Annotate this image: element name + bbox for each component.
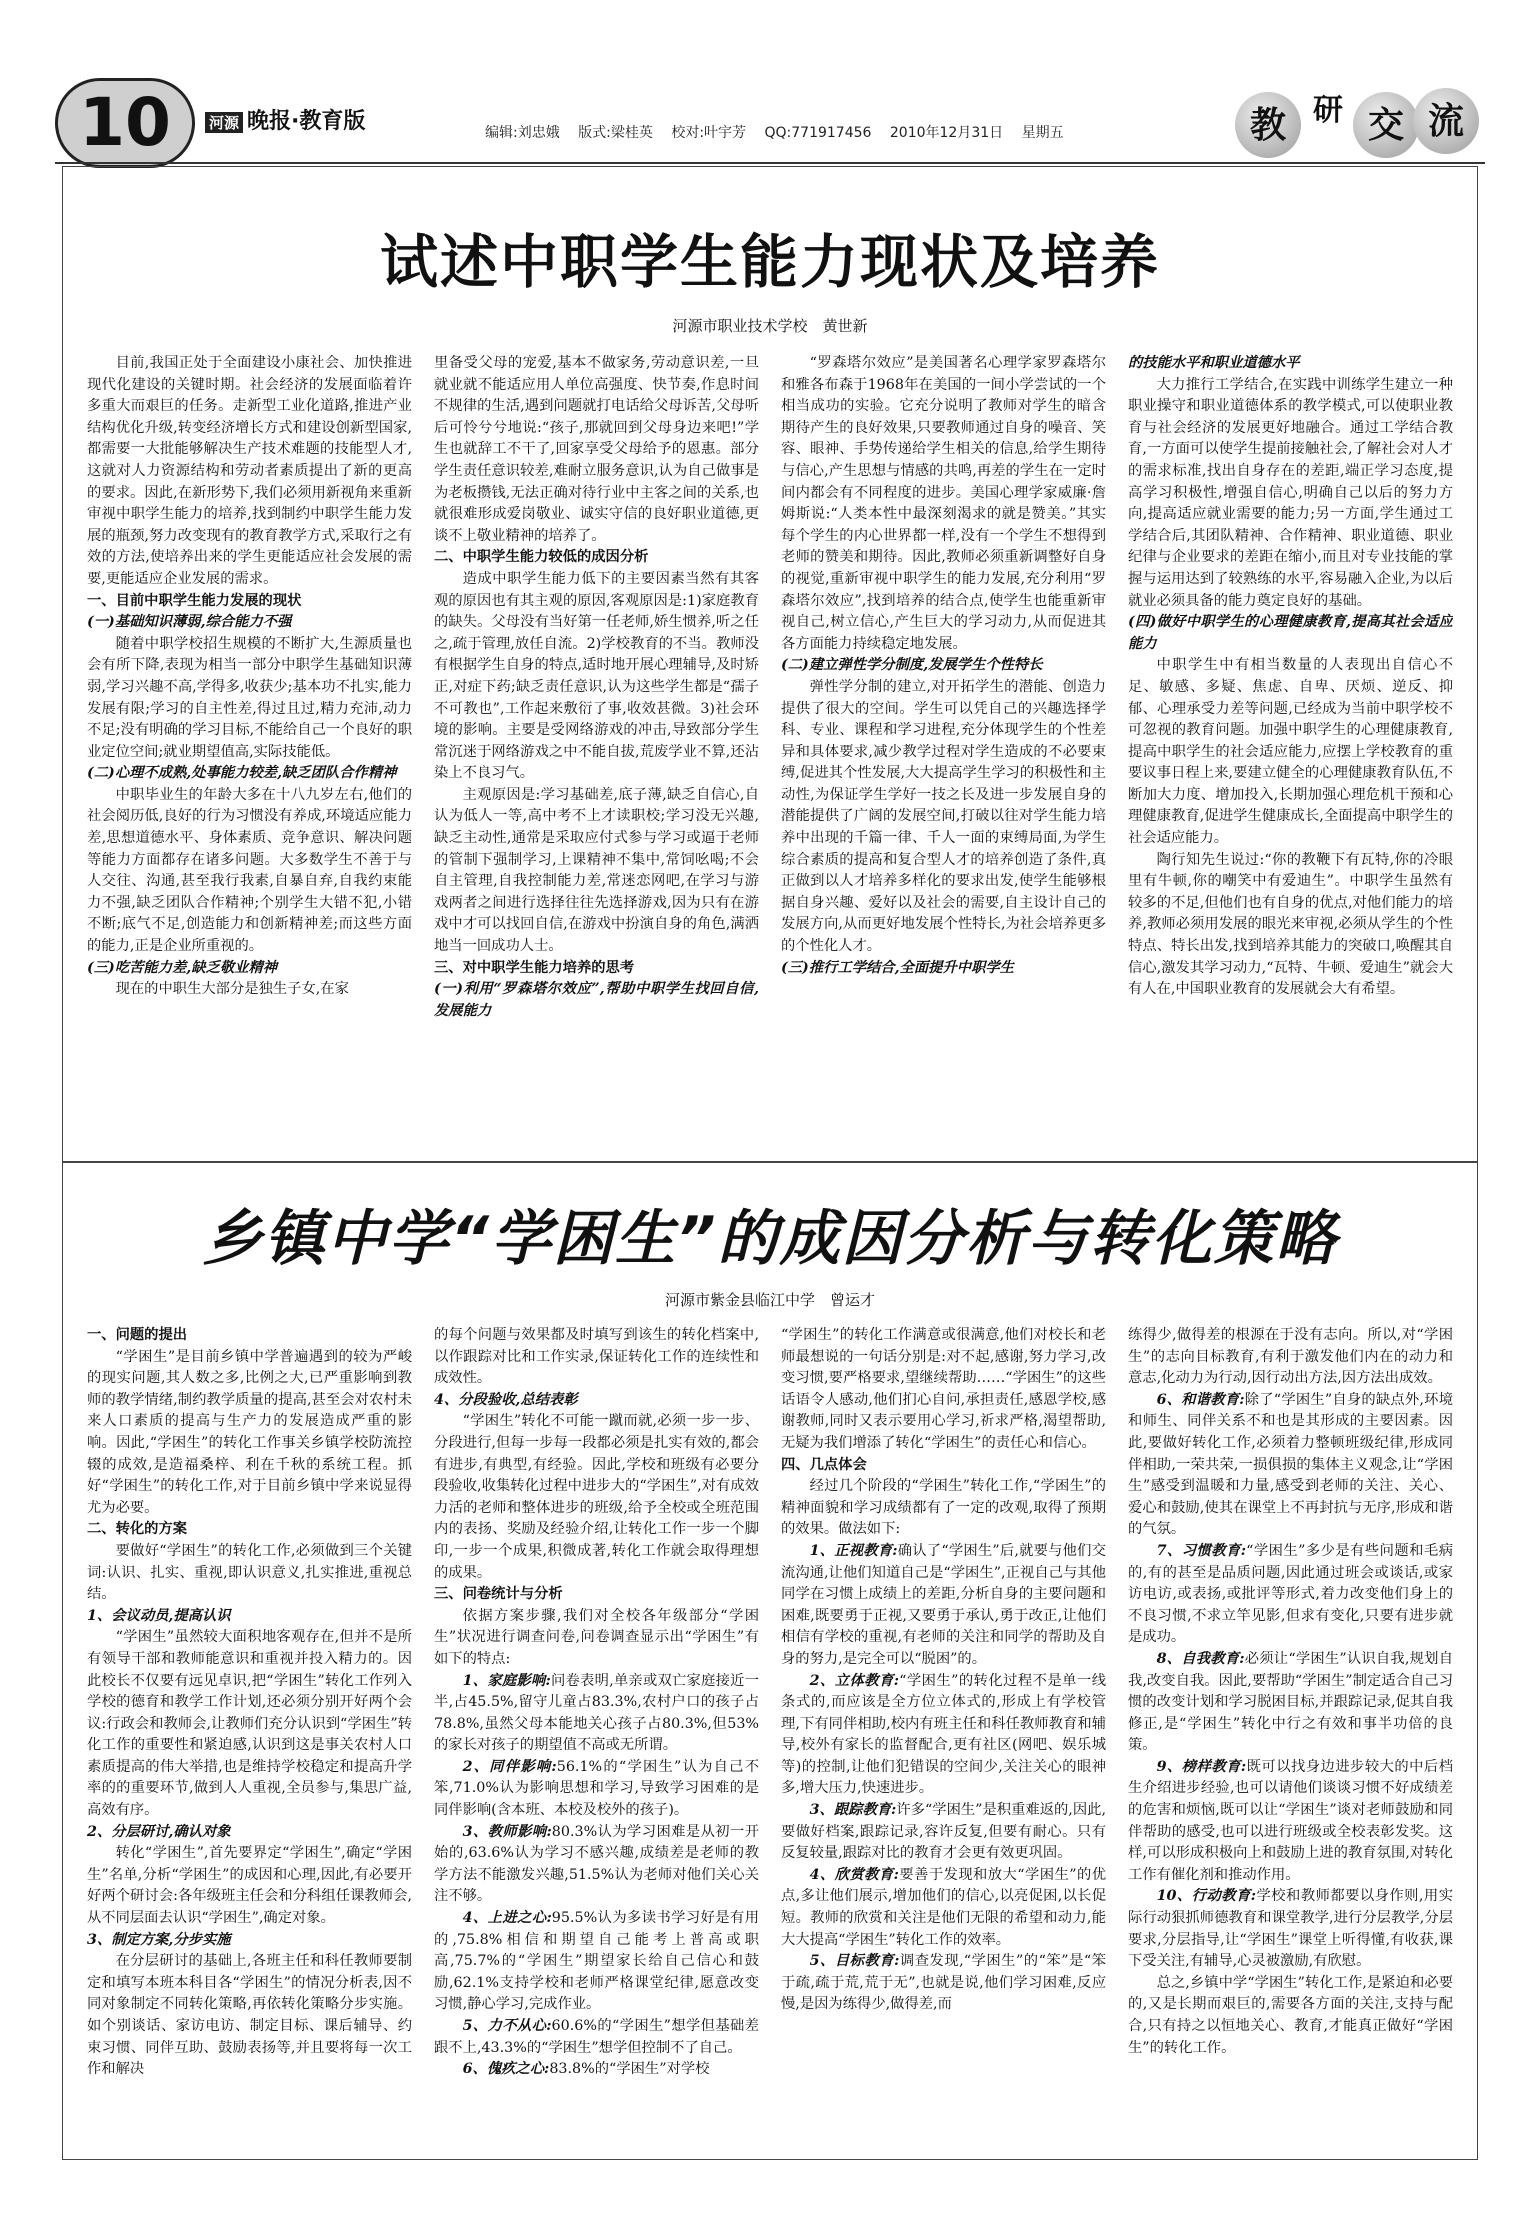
paragraph xyxy=(1128,1390,1453,1541)
paragraph-text: 四、几点体会 xyxy=(781,1456,867,1473)
paragraph xyxy=(434,1908,759,2016)
paragraph xyxy=(781,1476,1106,1541)
paragraph xyxy=(87,1843,412,1929)
paragraph xyxy=(781,353,1106,655)
run-in-heading: 3、跟踪教育: xyxy=(809,1802,897,1819)
paragraph-text: 要做好“学困生”的转化工作,必须做到三个关键词:认识、扎实、重视,即认识意义,扎实推进,重视总结。 xyxy=(87,1542,412,1603)
run-in-heading: 2、立体教育: xyxy=(809,1672,900,1689)
run-in-heading: 5、力不从心: xyxy=(462,2018,552,2034)
paragraph-text: 的技能水平和职业道德水平 xyxy=(1128,355,1300,371)
issue-date: 2010年12月31日 xyxy=(889,125,1004,141)
run-in-heading: 2、同伴影响: xyxy=(462,1758,557,1775)
paragraph-text: 问卷表明,单亲或双亡家庭接近一半,占45.5%,留守儿童占83.3%,农村户口的孩子占78.8%,虽然父母本能地关心孩子占80.3%,但53%的家长对孩子的期望值不高或无所谓。 xyxy=(434,1672,759,1754)
article-2-column xyxy=(434,1325,759,2135)
paragraph-text: 中职学生中有相当数量的人表现出自信心不足、敏感、多疑、焦虑、自卑、厌烦、逆反、抑郁、心理承受力差等问题,已经成为当前中职学校不可忽视的教育问题。加强中职学生的心理健康教育,提高中职学生的社会适应能力,应摆上学校教育的重要议事日程上来,要建立健全的心理健康教育队伍,不断加大力度、增加投入,长期加强心理危机干预和心理健康教育,促进学生健康成长,全面提高中职学生的社会适应能力。 xyxy=(1128,657,1453,847)
paragraph-text: “罗森塔尔效应”是美国著名心理学家罗森塔尔和雅各布森于1968年在美国的一间小学尝试的一个相当成功的实验。它充分说明了教师对学生的暗含期待产生的良好效果,只要教师通过自身的噪音、笑容、眼神、手势传递给学生相关的信息,给学生期待与信心,产生思想与情感的共鸣,再差的学生在一定时间内都会有不同程度的进步。美国心理学家威廉·詹姆斯说:“人类本性中最深刻渴求的就是赞美。”其实每个学生的内心世界都一样,没有一个学生不想得到老师的赞美和期待。因此,教师必须重新调整好自身的视觉,重新审视中职学生的能力发展,充分利用“罗森塔尔效应”,找到培养的结合点,使学生也能重新审视自己,树立信心,产生巨大的学习动力,从而促进其各方面能力持续稳定地发展。 xyxy=(781,355,1106,652)
paragraph xyxy=(781,1800,1106,1865)
subheading xyxy=(781,958,1106,980)
paragraph-text: 80.3%认为学习困难是从初一开始的,63.6%认为学习不感兴趣,成绩差是老师的教学方法不能激发兴趣,51.5%认为老师对他们关心关注不够。 xyxy=(434,1823,759,1905)
paragraph-text: 主观原因是:学习基础差,底子薄,缺乏自信心,自认为低人一等,高中考不上才读职校;学习没无兴趣,缺乏主动性,通常是采取应付式参与学习或逼于老师的管制下强制学习,上课精神不集中,常饲吆喝;不会自主管理,自我控制能力差,常迷恋网吧,在学习与游戏两者之间进行选择往往先选择游戏,因为只有在游戏中才可以找回自信,在游戏中扮演自身的角色,满洒地当一回成功人士。 xyxy=(434,786,759,955)
subheading xyxy=(1128,612,1453,655)
paragraph xyxy=(1128,1757,1453,1887)
article-2-column xyxy=(781,1325,1106,2135)
paragraph-text: “学困生”转化不可能一蹴而就,必须一步一步、分段进行,但每一步每一段都必须是扎实有效的,都会有进步,有典型,有经验。因此,学校和班级有必要分段验收,收集转化过程中进步大的“学困生”,对有成效力活的老师和整体进步的班级,给予全校或全班范围内的表扬、奖励及经验介绍,让转化工作一步一个脚印,一步一个成果,积微成著,转化工作就会取得理想的成果。 xyxy=(434,1413,759,1581)
paragraph-text: 1、会议动员,提高认识 xyxy=(87,1607,231,1624)
paragraph xyxy=(781,1541,1106,1671)
subheading xyxy=(87,612,412,634)
paragraph-text: 二、转化的方案 xyxy=(87,1521,188,1538)
paragraph xyxy=(781,1951,1106,2016)
paragraph-text: 转化“学困生”,首先要界定“学困生”,确定“学困生”名单,分析“学困生”的成因和心理,因此,有必要开好两个研讨会:各年级班主任会和分科组任课教师会,从不同层面去认识“学困生”,确定对象。 xyxy=(87,1845,412,1927)
paragraph-text: 确认了“学困生”后,就要与他们交流沟通,让他们知道自己是“学困生”,正视自己与其他同学在习惯上成绩上的差距,分析自身的主要问题和困难,既要勇于正视,又要勇于承认,勇于改正,让他们相信有学校的重视,有老师的关注和同学的帮助及自身的努力,是完全可以“脱困”的。 xyxy=(781,1542,1106,1667)
paragraph-text: 3、制定方案,分步实施 xyxy=(87,1931,231,1948)
article-1-body xyxy=(87,353,1453,1133)
run-in-heading: 4、欣赏教育: xyxy=(809,1866,899,1883)
paragraph xyxy=(87,785,412,958)
editor-info xyxy=(485,122,1078,142)
paragraph-text: 陶行知先生说过:“你的教鞭下有瓦特,你的冷眼里有牛顿,你的嘲笑中有爱迪生”。中职学生虽然有较多的不足,但他们也有自身的优点,对他们能力的培养,教师必须用发展的眼光来审视,必须从学生的个性特点、特长出发,找到培养其能力的突破口,唤醒其自信心,激发其学习动力,“瓦特、牛顿、爱迪生”就会大有人在,中国职业教育的发展就会大有希望。 xyxy=(1128,851,1453,998)
paragraph-text: 95.5%认为多读书学习好是有用的,75.8%相信和期望自己能考上普高或职高,75.7%的“学困生”期望家长给自己信心和鼓励,62.1%支持学校和老师严格课堂纪律,愿意改变习惯,静心学习,完成作业。 xyxy=(434,1910,759,2013)
run-in-heading: 5、目标教育: xyxy=(809,1953,900,1970)
paragraph-text: “学困生”多少是有些问题和毛病的,有的甚至是品质问题,因此通过班会或谈话,或家访电访,或表扬,或批评等形式,着力改变他们身上的不良习惯,不求立竿见影,但求有变化,只要有进步就是成功。 xyxy=(1128,1542,1453,1646)
paragraph xyxy=(1128,1886,1453,1972)
subheading xyxy=(1128,353,1453,375)
paragraph-text: 一、问题的提出 xyxy=(87,1327,188,1343)
section-char-1: 教 xyxy=(1235,92,1301,158)
paragraph xyxy=(781,1865,1106,1951)
run-in-heading: 10、行动教育: xyxy=(1156,1888,1257,1905)
paragraph-text: 练得少,做得差的根源在于没有志向。所以,对“学困生”的志向目标教育,有利于激发他们内在的动力和意志,化动力为行动,因行动出方法,因方法出成效。 xyxy=(1128,1327,1453,1387)
paragraph-text: 4、分段验收,总结表彰 xyxy=(434,1391,578,1408)
paragraph xyxy=(1128,1541,1453,1649)
run-in-heading: 3、教师影响: xyxy=(462,1823,552,1840)
paragraph-text: 二、中职学生能力较低的成因分析 xyxy=(434,549,649,566)
paragraph-text: 许多“学困生”是积重难返的,因此,要做好档案,跟踪记录,容许反复,但要有耐心。只有反复较量,跟踪对比的教育才会更有效更巩固。 xyxy=(781,1802,1106,1862)
subheading xyxy=(434,1390,759,1412)
paragraph xyxy=(1128,1973,1453,2059)
article-2 xyxy=(62,1162,1478,2160)
paragraph xyxy=(434,569,759,785)
paragraph-text: 目前,我国正处于全面建设小康社会、加快推进现代化建设的关键时期。社会经济的发展面临着许多重大而艰巨的任务。走新型工业化道路,推进产业结构优化升级,转变经济增长方式和建设创新型国家,都需要一大批能够解决生产技术难题的技能型人才,这就对人力资源结构和劳动者素质提出了新的更高的要求。因此,在新形势下,我们必须用新视角来重新审视中职学生能力的培养,找到制约中职学生能力发展的瓶颈,努力改变现有的教育教学方式,采取行之有效的方法,使培养出来的学生更能适应社会发展的需要,更能适应企业发展的需求。 xyxy=(87,355,412,587)
paragraph-text: 60.6%的“学困生”想学但基础差跟不上,43.3%的“学困生”想学但控制不了自己。 xyxy=(434,2018,759,2056)
paragraph-text: 必须让“学困生”认识自我,规划自我,改变自我。因此,要帮助“学困生”制定适合自己习惯的改变计划和学习脱困目标,并跟踪记录,促其自我修正,是“学困生”转化中行之有效和事半功倍的良策。 xyxy=(1128,1650,1453,1754)
paragraph-text: 学校和教师都要以身作则,用实际行动狠抓师德教育和课堂教学,进行分层教学,分层要求,分层指导,让“学困生”课堂上听得懂,有收获,课下受关注,有辅导,心灵被激励,有欣慰。 xyxy=(1128,1888,1453,1970)
article-1-byline: 河源市职业技术学校 黄世新 xyxy=(672,317,868,335)
editor: 编辑:刘忠娥 xyxy=(485,125,560,141)
paragraph-text: 弹性学分制的建立,对开拓学生的潜能、创造力提供了很大的空间。学生可以凭自己的兴趣选择学科、专业、课程和学习进程,充分体现学生的个性差异和具体要求,减少教学过程对学生造成的不必要束缚,促进其个性发展,大大提高学生学习的积极性和主动性,为保证学生学好一技之长及进一步发展自身的潜能提供了广阔的发展空间,打破以往对学生能力培养中出现的千篇一律、千人一面的束缚局面,为学生综合素质的提高和复合型人才的培养创造了条件,真正做到以人才培养多样化的要求出发,使学生能够根据自身兴趣、爱好以及社会的需要,自主设计自己的发展方向,从而更好地发展个性特长,为社会培养更多的个性化人才。 xyxy=(781,678,1106,955)
section-heading xyxy=(87,1325,412,1347)
paragraph-text: 在分层研讨的基础上,各班主任和科任教师要制定和填写本班本科目各“学困生”的情况分析表,因不同对象制定不同转化策略,再依转化策略分步实施。如个别谈话、家访电访、制定目标、课后辅导、约束习惯、同伴互助、鼓励表扬等,并且要将每一次工作和解决 xyxy=(87,1953,412,2078)
section-title xyxy=(1235,78,1485,168)
paragraph xyxy=(434,2016,759,2059)
paragraph-text: 中职毕业生的年龄大多在十八九岁左右,他们的社会阅历低,良好的行为习惯没有养成,环境适应能力差,思想道德水平、身体素质、竞争意识、解决问题等能力方面都存在诸多问题。大多数学生不善于与人交往、沟通,甚至我行我素,自暴自弃,自我约束能力不强,缺乏团队合作精神;个别学生大错不犯,小错不断;底气不足,创造能力和创新精神差;而这些方面的能力,正是企业所重视的。 xyxy=(87,786,412,955)
layout-editor: 版式:梁桂英 xyxy=(578,125,653,141)
paragraph xyxy=(87,353,412,591)
section-heading xyxy=(87,591,412,613)
paragraph xyxy=(87,1541,412,1606)
masthead xyxy=(55,78,1485,168)
paragraph xyxy=(1128,850,1453,1001)
paragraph xyxy=(434,353,759,547)
paragraph-text: 三、问卷统计与分析 xyxy=(434,1586,563,1603)
run-in-heading: 1、家庭影响: xyxy=(462,1672,551,1689)
paragraph xyxy=(1128,1325,1453,1390)
paper-logo xyxy=(205,104,365,135)
paragraph-text: (三)推行工学结合,全面提升中职学生 xyxy=(781,959,1014,976)
section-heading xyxy=(434,958,759,980)
section-heading xyxy=(434,1584,759,1606)
article-2-byline: 河源市紫金县临江中学 曾运才 xyxy=(664,1291,875,1309)
article-2-title: 乡镇中学“学困生”的成因分析与转化策略 xyxy=(202,1204,1338,1274)
article-1-column xyxy=(87,353,412,1133)
paragraph-text: 83.8%的“学困生”对学校 xyxy=(549,2061,710,2078)
paragraph xyxy=(434,1606,759,1671)
paragraph-text: 要善于发现和放大“学困生”的优点,多让他们展示,增加他们的信心,以亮促困,以长促短。教师的欣赏和关注是他们无限的希望和动力,能大大提高“学困生”转化工作的效率。 xyxy=(781,1866,1106,1948)
paragraph-text: 一、目前中职学生能力发展的现状 xyxy=(87,592,302,609)
page-number: 10 xyxy=(55,78,195,168)
paragraph-text: 调查发现,“学困生”的“笨”是“笨于疏,疏于荒,荒于无”,也就是说,他们学习困难,反应慢,是因为练得少,做得差,而 xyxy=(781,1953,1106,2013)
paragraph xyxy=(434,2059,759,2081)
paper-badge: 河源 xyxy=(205,112,243,133)
article-1-column xyxy=(781,353,1106,1133)
paragraph-text: 造成中职学生能力低下的主要因素当然有其客观的原因也有其主观的原因,客观原因是:1)家庭教育的缺失。父母没有当好第一任老师,娇生惯养,听之任之,疏于管理,放任自流。2)学校教育的不当。教师没有根据学生自身的特点,适时地开展心理辅导,及时矫正,对症下药;缺乏责任意识,认为这些学生都是“孺子不可教也”,工作起来敷衍了事,收效甚微。3)社会环境的影响。主要是受网络游戏的冲击,导致部分学生常沉迷于网络游戏之中不能自拔,荒废学业不算,还沾染上不良习气。 xyxy=(434,570,759,782)
paragraph xyxy=(87,1347,412,1520)
article-1-column xyxy=(1128,353,1453,1133)
article-1 xyxy=(62,166,1478,1162)
paragraph-text: 现在的中职生大部分是独生子女,在家 xyxy=(115,981,349,998)
paragraph xyxy=(1128,1649,1453,1757)
run-in-heading: 9、榜样教育: xyxy=(1156,1758,1247,1775)
paragraph xyxy=(434,1671,759,1757)
run-in-heading: 6、和谐教育: xyxy=(1156,1391,1245,1408)
paragraph-text: (二)建立弹性学分制度,发展学生个性特长 xyxy=(781,657,1043,674)
section-char-3: 交 xyxy=(1353,92,1419,158)
paragraph xyxy=(87,979,412,1001)
paragraph-text: (二)心理不成熟,处事能力较差,缺乏团队合作精神 xyxy=(87,765,397,782)
subheading xyxy=(87,1822,412,1844)
subheading xyxy=(781,655,1106,677)
paragraph-text: “学困生”虽然较大面积地客观存在,但并不是所有领导干部和教师能意识和重视并投入精力的。因此校长不仅要有远见卓识,把“学困生”转化工作列入学校的德育和教学工作计划,还必须分别开好两个会议:行政会和教师会,让教师们充分认识到“学困生”转化工作的重要性和紧迫感,认识到这是事关农村人口素质提高的伟大举措,也是维持学校稳定和提高升学率的的重要环节,做到人人重视,全员参与,集思广益,高效有序。 xyxy=(87,1629,412,1819)
paragraph-text: 里备受父母的宠爱,基本不做家务,劳动意识差,一旦就业就不能适应用人单位高强度、快节奏,作息时间不规律的生活,遇到问题就打电话给父母诉苦,父母听后可怜兮兮地说:“孩子,那就回到父母身边来吧!”学生也就辞工不干了,回家享受父母给予的恩惠。部分学生责任意识较差,难耐立服务意识,认为自己做事是为老板攒钱,无法正确对待行业中主客之间的关系,也就很难形成爱岗敬业、诚实守信的良好职业道德,更谈不上敬业精神的培养了。 xyxy=(434,355,759,544)
subheading xyxy=(87,763,412,785)
article-2-column xyxy=(1128,1325,1453,2135)
section-char-4: 流 xyxy=(1413,88,1479,154)
paragraph-text: 依据方案步骤,我们对全校各年级部分“学困生”状况进行调查问卷,问卷调查显示出“学困生”有如下的特点: xyxy=(434,1607,759,1667)
proofreader: 校对:叶宇芳 xyxy=(671,125,747,141)
qq-number: QQ:771917456 xyxy=(764,125,872,141)
paragraph xyxy=(434,1411,759,1584)
paragraph xyxy=(781,1671,1106,1801)
paragraph-text: (四)做好中职学生的心理健康教育,提高其社会适应能力 xyxy=(1128,614,1453,652)
subheading xyxy=(434,979,759,1022)
paragraph-text: 大力推行工学结合,在实践中训练学生建立一种职业操守和职业道德体系的教学模式,可以使职业教育与社会经济的发展更好地融合。通过工学结合教育,一方面可以使学生提前接触社会,了解社会对人才的需求标准,找出自身存在的差距,端正学习态度,提高学习积极性,增强自信心,明确自己以后的努力方向,提高适应就业需要的能力;另一方面,学生通过工学结合后,其团队精神、合作精神、职业道德、职业纪律与企业要求的差距在缩小,而且对专业技能的掌握与运用达到了较熟练的水平,容易融入企业,为以后就业必须具备的能力奠定良好的基础。 xyxy=(1128,376,1453,609)
paragraph-text: 经过几个阶段的“学困生”转化工作,“学困生”的精神面貌和学习成绩都有了一定的改观,取得了预期的效果。做法如下: xyxy=(781,1478,1106,1538)
paragraph-text: 除了“学困生”自身的缺点外,环境和师生、同伴关系不和也是其形成的主要因素。因此,要做好转化工作,必须着力整顿班级纪律,形成同伴相助,一荣共荣,一损俱损的集体主义观念,让“学困生”感受到温暖和力量,感受到老师的关注、关心、爱心和鼓励,使其在课堂上不再封抗与无序,形成和谐的气氛。 xyxy=(1128,1391,1453,1538)
paragraph xyxy=(781,1325,1106,1455)
paragraph xyxy=(87,634,412,764)
article-1-title: 试述中职学生能力现状及培养 xyxy=(379,228,1160,296)
paragraph-text: 既可以找身边进步较大的中后档生介绍进步经验,也可以请他们谈谈习惯不好成绩差的危害和烦恼,既可以让“学困生”谈对老师鼓励和同伴帮助的感受,也可以进行班级或全校表彰发奖。这样,可以形成积极向上和鼓励上进的教育氛围,对转化工作有催化剂和推动作用。 xyxy=(1128,1758,1453,1883)
paragraph-text: 2、分层研讨,确认对象 xyxy=(87,1823,231,1840)
section-heading xyxy=(87,1519,412,1541)
paragraph-text: 的每个问题与效果都及时填写到该生的转化档案中,以作跟踪对比和工作实录,保证转化工作的连续性和成效性。 xyxy=(434,1327,759,1387)
paragraph-text: “学困生”是目前乡镇中学普遍遇到的较为严峻的现实问题,其人数之多,比例之大,已严重影响到教师的教学情绪,制约教学质量的提高,甚至会对农村未来人口素质的提高与生产力的发展造成严重的影响。因此,“学困生”的转化工作事关乡镇学校防流控辍的成效,是造福桑梓、利在千秋的系统工程。抓好“学困生”的转化工作,对于目前乡镇中学来说显得尤为必要。 xyxy=(87,1348,412,1516)
paragraph-text: (三)吃苦能力差,缺乏敬业精神 xyxy=(87,959,278,976)
section-heading xyxy=(781,1455,1106,1477)
paragraph-text: 总之,乡镇中学“学困生”转化工作,是紧迫和必要的,又是长期而艰巨的,需要各方面的关注,支持与配合,只有持之以恒地关心、教育,才能真正做好“学困生”的转化工作。 xyxy=(1128,1974,1453,2056)
run-in-heading: 1、正视教育: xyxy=(809,1542,898,1559)
paragraph xyxy=(87,1951,412,2081)
paragraph-text: (一)基础知识薄弱,综合能力不强 xyxy=(87,614,292,631)
paper-name: 晚报·教育版 xyxy=(247,109,366,134)
paragraph xyxy=(1128,655,1453,849)
run-in-heading: 8、自我教育: xyxy=(1156,1650,1245,1667)
paragraph xyxy=(434,1757,759,1822)
paragraph-text: (一)利用“罗森塔尔效应”,帮助中职学生找回自信,发展能力 xyxy=(434,981,759,1019)
paragraph-text: 三、对中职学生能力培养的思考 xyxy=(434,959,635,976)
section-heading xyxy=(434,547,759,569)
run-in-heading: 6、傀疚之心: xyxy=(462,2061,550,2078)
paragraph xyxy=(781,677,1106,958)
article-2-body xyxy=(87,1325,1453,2135)
paragraph-text: “学困生”的转化工作满意或很满意,他们对校长和老师最想说的一句话分别是:对不起,感谢,努力学习,改变习惯,要严格要求,望继续帮助……“学困生”的这些话语令人感动,他们扪心自问,承担责任,感恩学校,感谢教师,同时又表示要用心学习,祈求严格,渴望帮助,无疑为我们增添了转化“学困生”的责任心和信心。 xyxy=(781,1327,1106,1451)
subheading xyxy=(87,958,412,980)
header-rule xyxy=(55,162,1485,164)
paragraph xyxy=(434,1822,759,1908)
paragraph xyxy=(1128,375,1453,613)
paragraph xyxy=(434,1325,759,1390)
paragraph-text: 随着中职学校招生规模的不断扩大,生源质量也会有所下降,表现为相当一部分中职学生基础知识薄弱,学习兴趣不高,学得多,收获少;基本功不扎实,能力发展有限;学习的自主性差,得过且过,精力充沛,动力不足;没有明确的学习目标,不能给自己一个良好的职业定位空间;就业期望值高,实际技能低。 xyxy=(87,635,412,760)
paragraph-text: 56.1%的“学困生”认为自己不笨,71.0%认为影响思想和学习,导致学习困难的是同伴影响(含本班、本校及校外的孩子)。 xyxy=(434,1758,759,1819)
section-char-2: 研 xyxy=(1313,93,1343,128)
article-2-column xyxy=(87,1325,412,2135)
paragraph-text: “学困生”的转化过程不是单一线条式的,而应该是全方位立体式的,形成上有学校管理,下有同伴相助,校内有班主任和科任教师教育和辅导,校外有家长的监督配合,更有社区(网吧、娱乐城等)的控制,让他们犯错误的空间少,关注关心的眼神多,增大压力,快速进步。 xyxy=(781,1672,1106,1797)
subheading xyxy=(87,1930,412,1952)
weekday: 星期五 xyxy=(1021,125,1064,141)
paragraph xyxy=(87,1627,412,1821)
paragraph xyxy=(434,785,759,958)
article-1-column xyxy=(434,353,759,1133)
subheading xyxy=(87,1606,412,1628)
run-in-heading: 7、习惯教育: xyxy=(1156,1542,1247,1559)
run-in-heading: 4、上进之心: xyxy=(462,1910,552,1927)
